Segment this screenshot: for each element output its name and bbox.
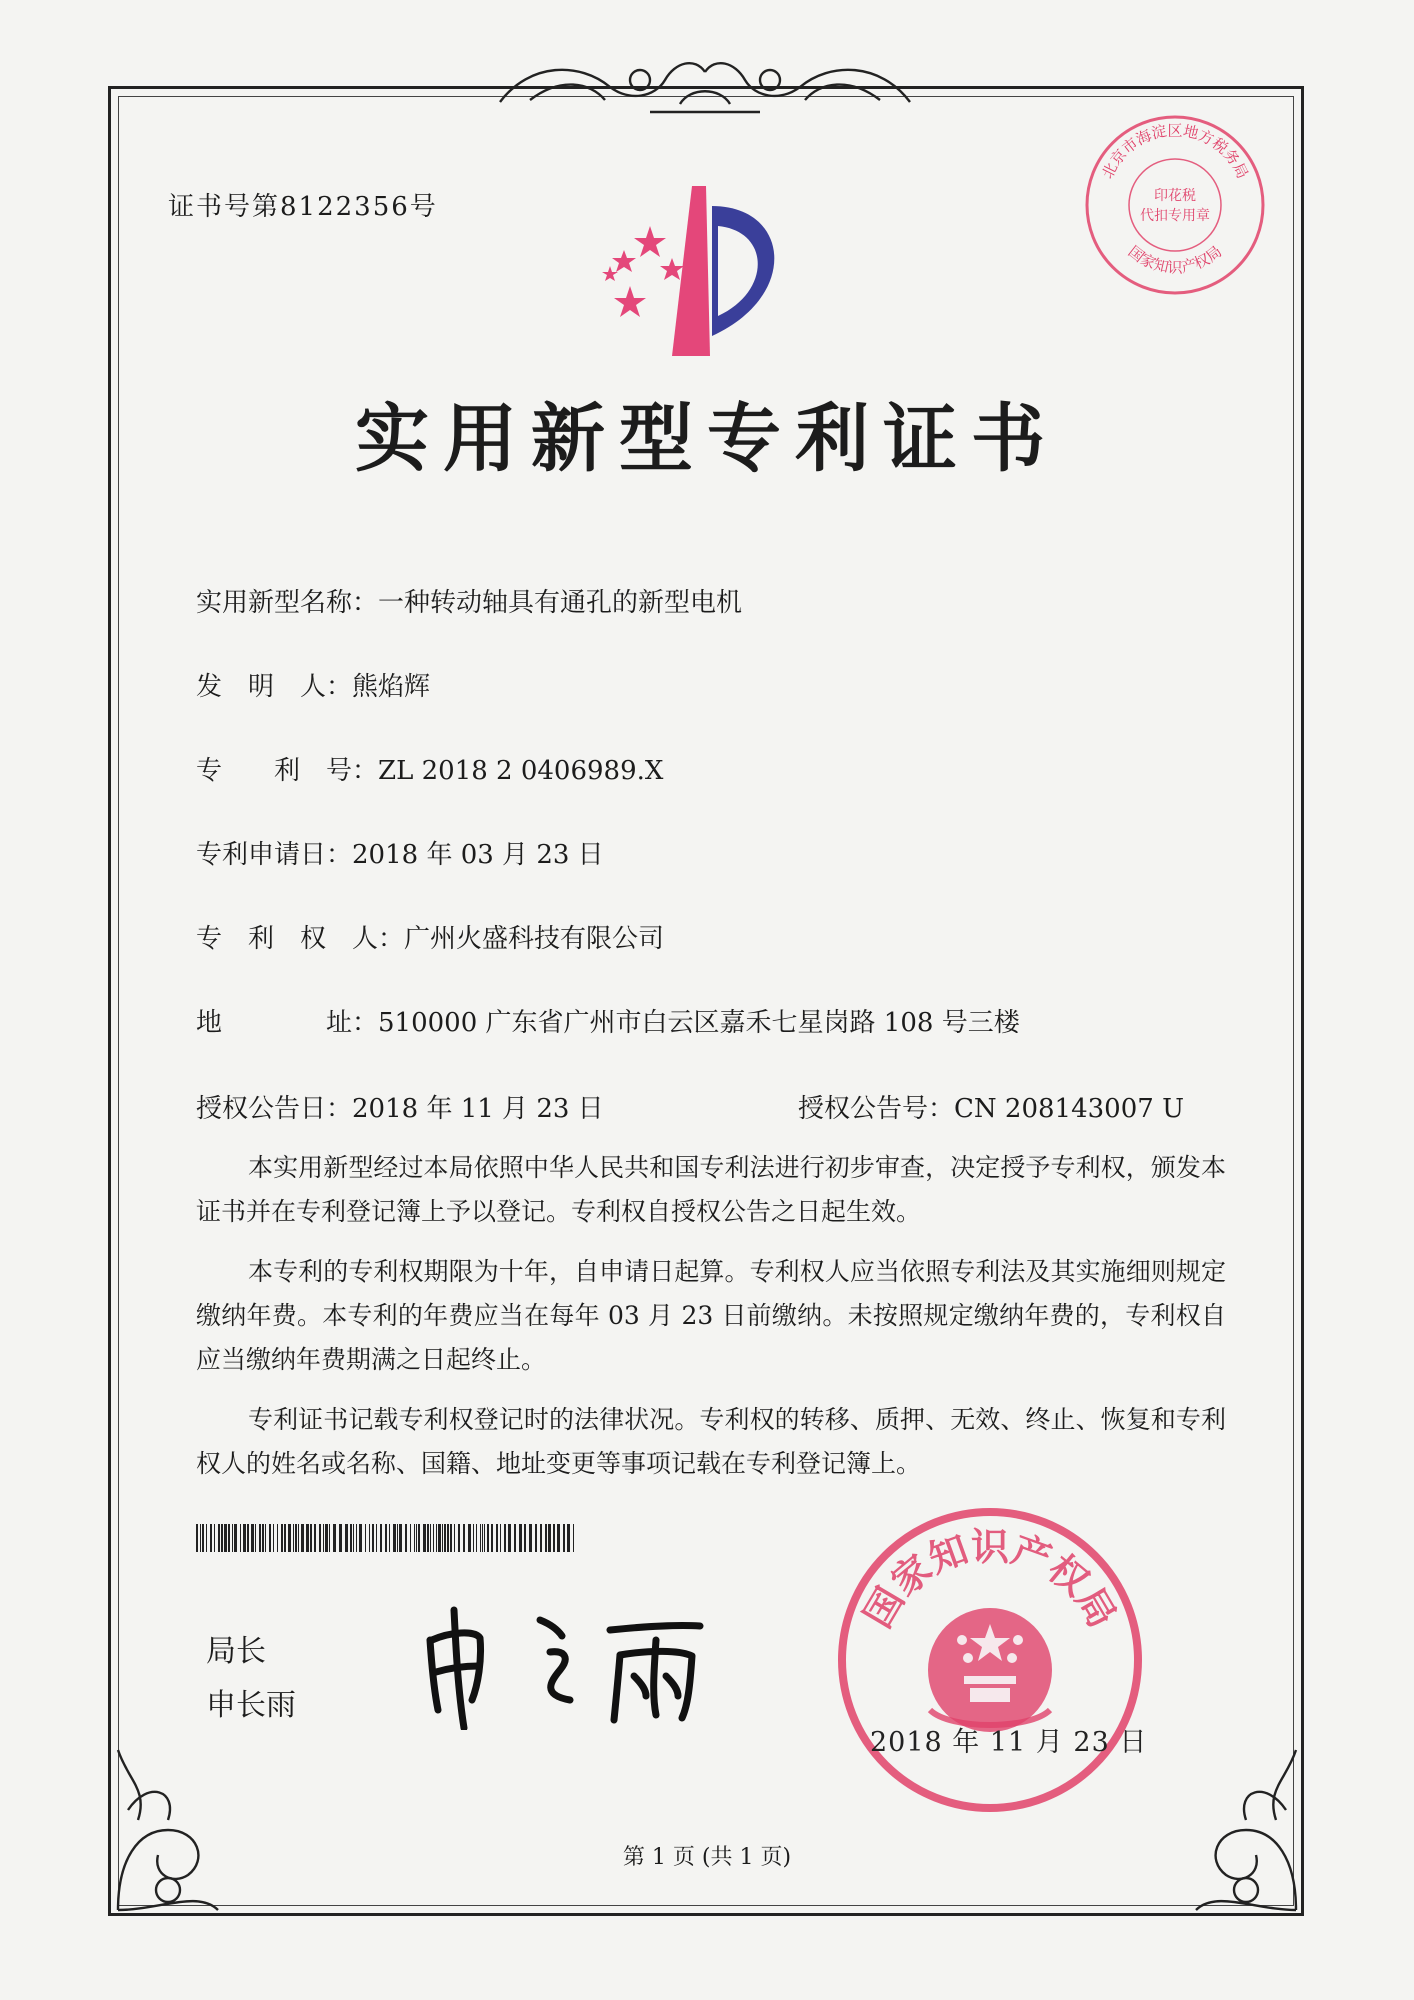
barcode-bar (514, 1524, 516, 1552)
barcode-bar (416, 1524, 417, 1552)
barcode-bar (385, 1524, 387, 1552)
barcode-bar (247, 1524, 249, 1552)
barcode (196, 1524, 578, 1552)
barcode-bar (557, 1524, 560, 1552)
field-inventor (196, 666, 430, 703)
barcode-bar (430, 1524, 431, 1552)
barcode-bar (535, 1524, 537, 1552)
barcode-bar (393, 1524, 396, 1552)
barcode-bar (319, 1524, 321, 1552)
barcode-bar (295, 1524, 297, 1552)
barcode-bar (500, 1524, 501, 1552)
field-grant-date (196, 1088, 604, 1125)
barcode-bar (468, 1524, 471, 1552)
field-label: 授权公告日： (196, 1094, 353, 1124)
barcode-bar (482, 1524, 483, 1552)
cnipa-logo (600, 186, 810, 356)
barcode-bar (524, 1524, 526, 1552)
barcode-bar (255, 1524, 256, 1552)
barcode-bar (301, 1524, 304, 1552)
barcode-bar (232, 1524, 233, 1552)
field-label: 专 利 权 人： (196, 924, 405, 954)
field-label: 地 址： (196, 1008, 379, 1038)
barcode-bar (259, 1524, 261, 1552)
field-label: 专利申请日： (196, 840, 353, 870)
barcode-bar (496, 1524, 498, 1552)
barcode-bar (200, 1524, 201, 1552)
field-grant-number (798, 1088, 1184, 1125)
director-name: 申长雨 (206, 1688, 296, 1723)
barcode-bar (553, 1524, 555, 1552)
field-value: 一种转动轴具有通孔的新型电机 (378, 588, 743, 618)
field-patentee (196, 918, 664, 955)
field-value: 熊焰辉 (352, 672, 431, 702)
barcode-bar (251, 1524, 254, 1552)
bottom-right-ornament (1176, 1690, 1306, 1920)
barcode-bar (418, 1524, 420, 1552)
barcode-bar (397, 1524, 398, 1552)
barcode-bar (484, 1524, 485, 1552)
barcode-bar (243, 1524, 246, 1552)
barcode-bar (221, 1524, 223, 1552)
barcode-bar (329, 1524, 330, 1552)
barcode-bar (262, 1524, 264, 1552)
director-title: 局长 (206, 1634, 266, 1669)
barcode-bar (350, 1524, 352, 1552)
barcode-bar (473, 1524, 474, 1552)
barcode-bar (356, 1524, 357, 1552)
barcode-bar (196, 1524, 198, 1552)
barcode-bar (288, 1524, 291, 1552)
cnipa-official-seal (830, 1500, 1150, 1820)
barcode-bar (202, 1524, 204, 1552)
barcode-bar (545, 1524, 547, 1552)
field-value: CN 208143007 U (954, 1094, 1184, 1124)
barcode-bar (436, 1524, 437, 1552)
barcode-bar (228, 1524, 230, 1552)
body-paragraph-1: 本实用新型经过本局依照中华人民共和国专利法进行初步审查，决定授予专利权，颁发本证书并在专利登记簿上予以登记。专利权自授权公告之日起生效。 (196, 1153, 1226, 1226)
barcode-bar (234, 1524, 237, 1552)
barcode-bar (365, 1524, 366, 1552)
certificate-body (196, 1146, 1226, 1486)
barcode-bar (442, 1524, 443, 1552)
barcode-bar (359, 1524, 362, 1552)
barcode-bar (454, 1524, 455, 1552)
barcode-bar (372, 1524, 374, 1552)
field-utility-model-name (196, 582, 742, 619)
barcode-bar (345, 1524, 348, 1552)
barcode-bar (323, 1524, 324, 1552)
barcode-bar (298, 1524, 299, 1552)
barcode-bar (333, 1524, 336, 1552)
barcode-bar (508, 1524, 511, 1552)
field-label: 发 明 人： (196, 672, 353, 702)
barcode-bar (487, 1524, 489, 1552)
barcode-bar (519, 1524, 522, 1552)
barcode-bar (273, 1524, 274, 1552)
barcode-bar (240, 1524, 241, 1552)
bottom-left-ornament (108, 1690, 238, 1920)
barcode-bar (427, 1524, 429, 1552)
field-label: 专 利 号： (196, 756, 379, 786)
barcode-bar (284, 1524, 286, 1552)
barcode-bar (325, 1524, 328, 1552)
barcode-bar (339, 1524, 342, 1552)
barcode-bar (447, 1524, 449, 1552)
barcode-bar (480, 1524, 481, 1552)
barcode-bar (433, 1524, 434, 1552)
barcode-bar (224, 1524, 227, 1552)
barcode-bar (353, 1524, 354, 1552)
barcode-bar (214, 1524, 215, 1552)
barcode-bar (529, 1524, 532, 1552)
tax-seal-bottom-text: 国家知识产权局 (1124, 242, 1226, 277)
tax-seal-line2: 代扣专用章 (1140, 208, 1210, 224)
field-address (196, 1002, 1020, 1039)
barcode-bar (450, 1524, 452, 1552)
seal-date: 2018 年 11 月 23 日 (870, 1727, 1148, 1758)
barcode-bar (218, 1524, 220, 1552)
barcode-bar (540, 1524, 542, 1552)
field-value: 2018 年 11 月 23 日 (352, 1094, 604, 1124)
barcode-bar (405, 1524, 407, 1552)
barcode-bar (265, 1524, 266, 1552)
page-footer: 第 1 页 (共 1 页) (622, 1845, 792, 1870)
barcode-bar (504, 1524, 506, 1552)
field-value: 广州火盛科技有限公司 (404, 924, 665, 954)
barcode-bar (376, 1524, 377, 1552)
barcode-bar (438, 1524, 441, 1552)
body-paragraph-2: 本专利的专利权期限为十年，自申请日起算。专利权人应当依照专利法及其实施细则规定缴纳年费。本专利的年费应当在每年 03 月 23 日前缴纳。未按照规定缴纳年费的，专利权自应当缴纳年费期满之日起终止。 (196, 1257, 1226, 1374)
barcode-bar (277, 1524, 278, 1552)
certificate-number: 证书号第8122356号 (168, 192, 438, 222)
field-application-date (196, 834, 604, 871)
barcode-bar (444, 1524, 446, 1552)
barcode-bar (314, 1524, 316, 1552)
barcode-bar (210, 1524, 212, 1552)
barcode-bar (206, 1524, 207, 1552)
barcode-bar (310, 1524, 312, 1552)
barcode-bar (573, 1524, 574, 1552)
barcode-bar (269, 1524, 271, 1552)
certificate-title: 实用新型专利证书 (355, 396, 1059, 482)
tax-office-seal (1080, 110, 1270, 300)
tax-seal-line1: 印花税 (1154, 188, 1196, 204)
field-value: 510000 广东省广州市白云区嘉禾七星岗路 108 号三楼 (378, 1008, 1020, 1038)
field-patent-number (196, 750, 663, 787)
field-label: 授权公告号： (798, 1094, 955, 1124)
barcode-bar (423, 1524, 426, 1552)
barcode-bar (491, 1524, 493, 1552)
field-value: ZL 2018 2 0406989.X (378, 756, 664, 786)
barcode-bar (399, 1524, 402, 1552)
field-value: 2018 年 03 月 23 日 (352, 840, 604, 870)
barcode-bar (548, 1524, 551, 1552)
svg-text:国家知识产权局 (1125, 242, 1225, 276)
field-label: 实用新型名称： (196, 588, 379, 618)
barcode-bar (414, 1524, 415, 1552)
barcode-bar (306, 1524, 309, 1552)
svg-text:北京市海淀区地方税务局 (1098, 121, 1251, 181)
barcode-bar (293, 1524, 294, 1552)
barcode-bar (410, 1524, 411, 1552)
barcode-bar (476, 1524, 477, 1552)
seal-text: 国家知识产权局 (855, 1524, 1125, 1636)
handwritten-signature (420, 1600, 720, 1730)
tax-seal-outer-text: 北京市海淀区地方税务局 (1098, 121, 1252, 182)
barcode-bar (463, 1524, 465, 1552)
barcode-bar (567, 1524, 570, 1552)
barcode-bar (563, 1524, 565, 1552)
barcode-bar (380, 1524, 382, 1552)
barcode-bar (389, 1524, 390, 1552)
top-ornament (490, 42, 920, 122)
barcode-bar (369, 1524, 370, 1552)
barcode-bar (281, 1524, 283, 1552)
barcode-bar (458, 1524, 460, 1552)
body-paragraph-3: 专利证书记载专利权登记时的法律状况。专利权的转移、质押、无效、终止、恢复和专利权人的姓名或名称、国籍、地址变更等事项记载在专利登记簿上。 (196, 1405, 1226, 1478)
